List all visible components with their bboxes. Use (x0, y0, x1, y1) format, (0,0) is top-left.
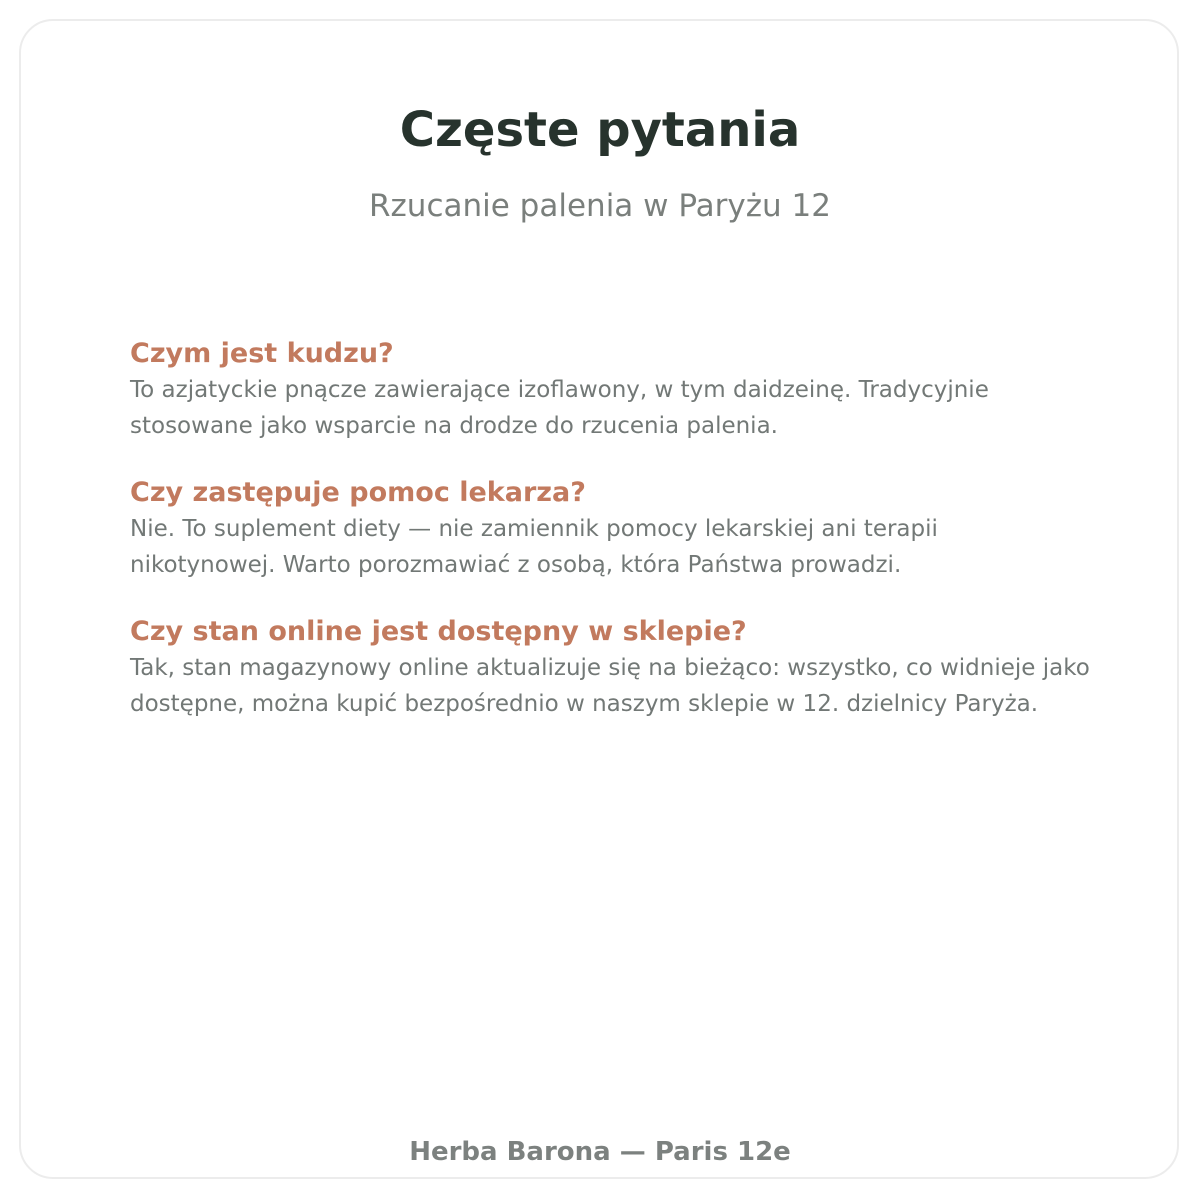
page-subtitle: Rzucanie palenia w Paryżu 12 (369, 188, 831, 224)
faq-item-stock (130, 614, 1090, 722)
faq-answer: Tak, stan magazynowy online aktualizuje się na bieżąco: wszystko, co widnieje jako dostępne, można kupić bezpośrednio w naszym sklepie w 12. dzielnicy Paryża. (130, 655, 1090, 717)
page-title: Częste pytania (399, 102, 801, 158)
faq-question: Czy stan online jest dostępny w sklepie? (130, 616, 747, 647)
footer-brand: Herba Barona — Paris 12e (409, 1137, 791, 1167)
faq-item-doctor (130, 475, 1090, 583)
faq-item-kudzu (130, 336, 1090, 444)
faq-question: Czym jest kudzu? (130, 338, 394, 369)
faq-answer: Nie. To suplement diety — nie zamiennik pomocy lekarskiej ani terapii nikotynowej. Warto porozmawiać z osobą, która Państwa prowadzi. (130, 516, 938, 578)
faq-answer: To azjatyckie pnącze zawierające izoflawony, w tym daidzeinę. Tradycyjnie stosowane jako wsparcie na drodze do rzucenia palenia. (130, 377, 989, 439)
faq-question: Czy zastępuje pomoc lekarza? (130, 477, 586, 508)
